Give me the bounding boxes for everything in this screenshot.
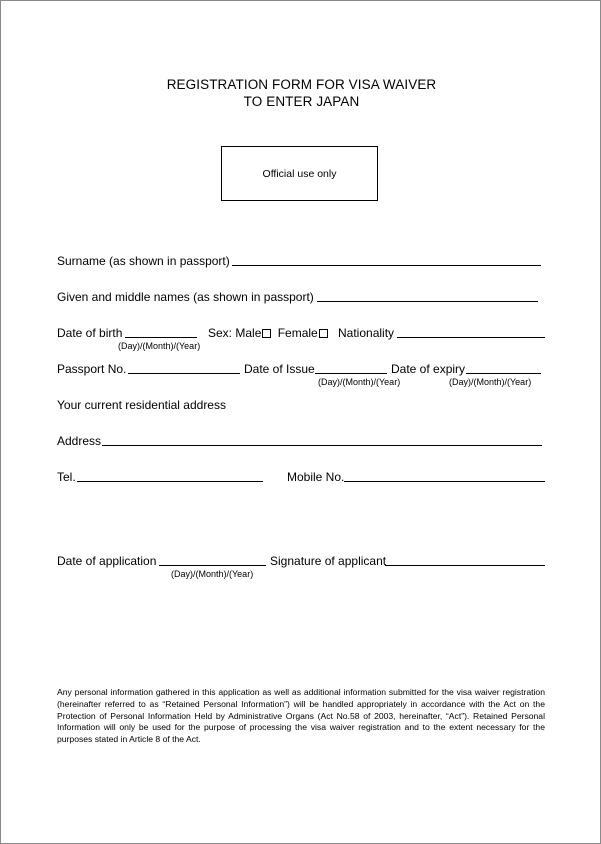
dob-label: Date of birth xyxy=(57,326,123,340)
nationality-field[interactable] xyxy=(397,337,545,338)
date-of-issue-label: Date of Issue xyxy=(244,362,315,376)
official-use-label: Official use only xyxy=(262,167,337,180)
sex-label: Sex: xyxy=(208,326,233,340)
surname-label: Surname (as shown in passport) xyxy=(57,254,230,268)
surname-field[interactable] xyxy=(232,265,541,266)
tel-label: Tel. xyxy=(57,470,76,484)
given-names-field[interactable] xyxy=(317,301,538,302)
sex-group xyxy=(208,326,328,340)
address-label: Address xyxy=(57,434,102,448)
form-title-line1: REGISTRATION FORM FOR VISA WAIVER xyxy=(166,77,437,92)
residential-address-label: Your current residential address xyxy=(57,398,226,412)
date-of-issue-hint: (Day)/(Month)/(Year) xyxy=(318,377,401,387)
female-label: Female xyxy=(277,326,318,340)
dob-hint: (Day)/(Month)/(Year) xyxy=(118,341,201,351)
date-of-expiry-hint: (Day)/(Month)/(Year) xyxy=(449,377,532,387)
date-of-expiry-field[interactable] xyxy=(466,373,541,374)
privacy-notice: Any personal information gathered in this application as well as additional information submitted for the visa waiver registration (hereinafter referred to as “Retained Personal Information”) will be handled appropriately in accordance with the Act on the Protection of Personal Information Held by Administrative Organs (Act No.58 of 2003, hereinafter, “Act”). Retained Personal Information will only be used for the purpose of processing the visa waiver registration and to the extent necessary for the purposes stated in Article 8 of the Act. xyxy=(57,687,545,745)
signature-label: Signature of applicant xyxy=(270,554,387,568)
signature-field[interactable] xyxy=(385,565,545,566)
date-of-application-field[interactable] xyxy=(159,565,266,566)
passport-no-field[interactable] xyxy=(128,373,240,374)
date-of-expiry-label: Date of expiry xyxy=(391,362,466,376)
nationality-label: Nationality xyxy=(338,326,395,340)
address-field[interactable] xyxy=(102,445,542,446)
male-label: Male xyxy=(235,326,262,340)
date-of-application-label: Date of application xyxy=(57,554,157,568)
official-use-box xyxy=(221,146,378,201)
mobile-field[interactable] xyxy=(344,481,545,482)
dob-field[interactable] xyxy=(125,337,197,338)
mobile-label: Mobile No. xyxy=(287,470,345,484)
passport-no-label: Passport No. xyxy=(57,362,127,376)
date-of-issue-field[interactable] xyxy=(315,373,387,374)
female-checkbox[interactable] xyxy=(319,329,328,338)
date-of-application-hint: (Day)/(Month)/(Year) xyxy=(171,569,254,579)
given-names-label: Given and middle names (as shown in passport) xyxy=(57,290,314,304)
tel-field[interactable] xyxy=(77,481,263,482)
male-checkbox[interactable] xyxy=(262,329,271,338)
form-title-line2: TO ENTER JAPAN xyxy=(243,94,360,109)
